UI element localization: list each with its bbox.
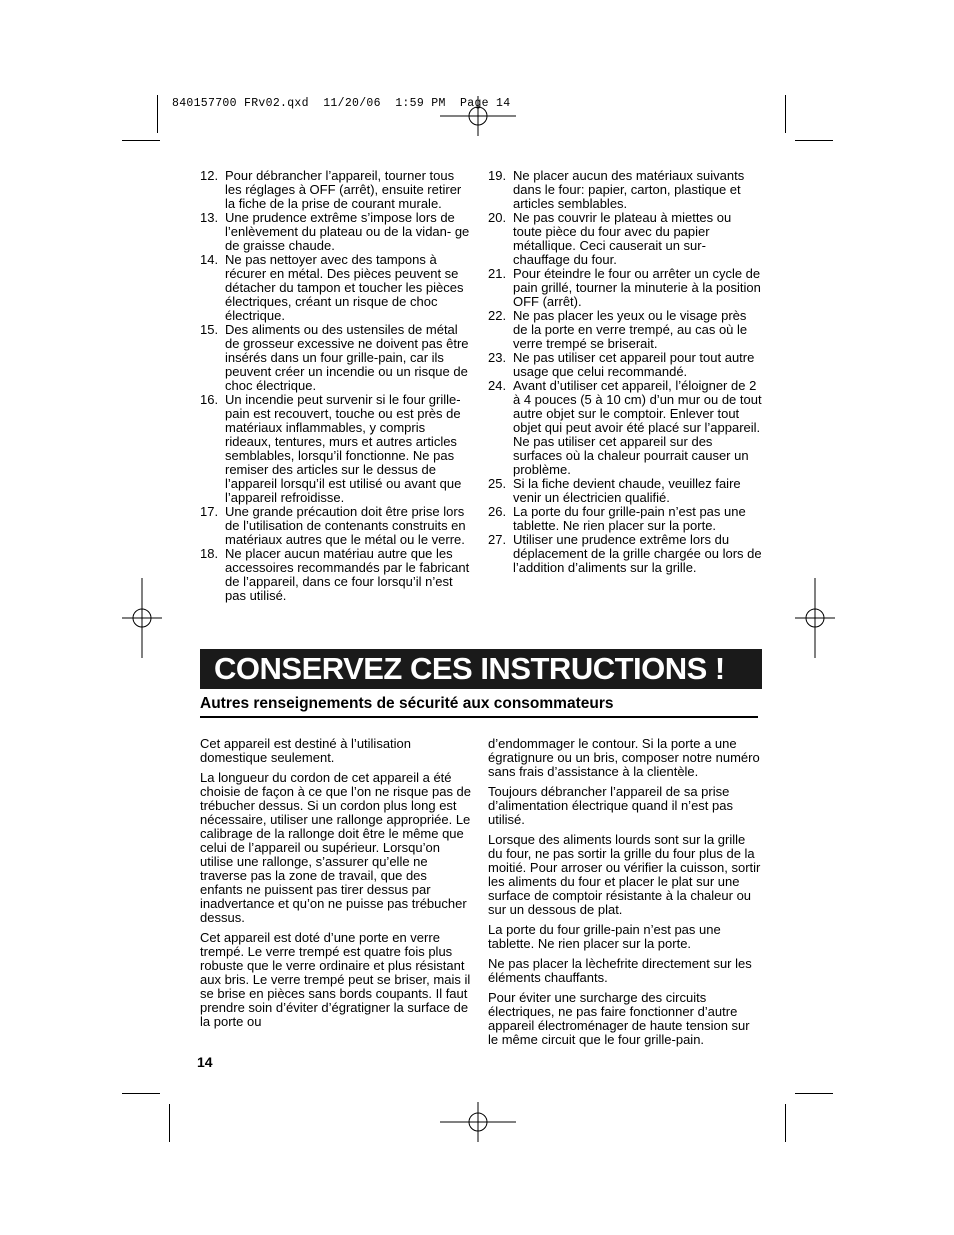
item-number: 22.: [488, 308, 507, 323]
item-number: 21.: [488, 266, 507, 281]
paragraph: Cet appareil est destiné à l’utilisation domestique seulement.: [200, 736, 412, 765]
crop-mark: [122, 1093, 160, 1094]
list-item: [200, 211, 472, 253]
list-item: [200, 547, 472, 603]
paragraph: Pour éviter une surcharge des circuits électriques, ne pas faire fonctionner d’autre appareil électroménager de haute tension sur le même circuit que le four grille-pain.: [488, 990, 750, 1047]
item-number: 20.: [488, 210, 507, 225]
item-text: Utiliser une prudence extrême lors du déplacement de la grille chargée ou lors de l’addition d’aliments sur la grille.: [513, 532, 762, 575]
item-number: 15.: [200, 322, 219, 337]
printer-slug: 840157700 FRv02.qxd 11/20/06 1:59 PM Page 14: [172, 97, 511, 110]
item-text: Une prudence extrême s’impose lors de l’enlèvement du plateau ou de la vidan- ge de graisse chaude.: [225, 210, 470, 253]
item-number: 12.: [200, 168, 219, 183]
list-item: [488, 477, 763, 505]
item-number: 16.: [200, 392, 219, 407]
list-item: [200, 323, 472, 393]
item-text: Ne placer aucun des matériaux suivants dans le four: papier, carton, plastique et articles semblables.: [513, 168, 745, 211]
list-item: [200, 505, 472, 547]
list-item: [200, 393, 472, 505]
crop-mark: [157, 95, 158, 133]
list-item: [200, 253, 472, 323]
paragraph: Cet appareil est doté d’une porte en verre trempé. Le verre trempé est quatre fois plus robuste que le verre ordinaire et plus résistant aux bris. Le verre trempé peut se briser, mais il se brise en pièces sans bords coupants. Il faut prendre soin d’éviter d’égratigner la surface de la porte ou: [200, 930, 471, 1029]
item-number: 17.: [200, 504, 219, 519]
paragraph: d’endommager le contour. Si la porte a une égratignure ou un bris, composer notre numéro sans frais d’assistance à la clientèle.: [488, 736, 760, 779]
registration-mark-top: [440, 96, 516, 136]
list-item: [488, 211, 763, 267]
crop-mark: [795, 1093, 833, 1094]
item-text: Avant d’utiliser cet appareil, l’éloigner de 2 à 4 pouces (5 à 10 cm) d’un mur ou de tout autre objet sur le comptoir. Enlever tout objet qui peut avoir été placé sur l’appareil. Ne pas utiliser cet appareil sur des surfaces où la chaleur pourrait causer un problème.: [513, 378, 762, 477]
item-text: Ne pas utiliser cet appareil pour tout autre usage que celui recommandé.: [513, 350, 755, 379]
registration-mark-right: [795, 578, 835, 658]
paragraph: La porte du four grille-pain n’est pas une tablette. Ne rien placer sur la porte.: [488, 922, 721, 951]
item-text: Ne pas couvrir le plateau à miettes ou toute pièce du four avec du papier métallique. Ceci causerait un sur- chauffage du four.: [513, 210, 732, 267]
item-number: 19.: [488, 168, 507, 183]
crop-mark: [785, 95, 786, 133]
crop-mark: [795, 140, 833, 141]
item-text: Des aliments ou des ustensiles de métal de grosseur excessive ne doivent pas être insérés dans un four grille-pain, car ils peuvent créer un incendie ou un risque de choc électrique.: [225, 322, 469, 393]
item-number: 25.: [488, 476, 507, 491]
item-number: 14.: [200, 252, 219, 267]
list-item: [488, 169, 763, 211]
list-item: [488, 267, 763, 309]
crop-mark: [785, 1104, 786, 1142]
safety-list-left: [200, 169, 472, 603]
crop-mark: [122, 140, 160, 141]
registration-mark-left: [122, 578, 162, 658]
crop-mark: [169, 1104, 170, 1142]
body-column-left: [200, 737, 472, 1035]
paragraph: La longueur du cordon de cet appareil a été choisie de façon à ce que l’on ne risque pas de trébucher dessus. Si un cordon plus long est nécessaire, utiliser une rallonge appropriée. Le calibrage de la rallonge doit être le même que celui de l’appareil ou supérieur. Lorsqu’on utilise une rallonge, s’assurer qu’elle ne traverse pas la zone de travail, que des enfants ne puissent pas tirer dessus par inadvertance et qu’on ne puisse pas trébucher dessus.: [200, 770, 472, 925]
item-text: Pour éteindre le four ou arrêter un cycle de pain grillé, tourner la minuterie à la position OFF (arrêt).: [513, 266, 761, 309]
item-text: Ne pas placer les yeux ou le visage près de la porte en verre trempé, au cas où le verre trempé se briserait.: [513, 308, 748, 351]
list-item: [488, 505, 763, 533]
item-number: 26.: [488, 504, 507, 519]
item-text: La porte du four grille-pain n’est pas une tablette. Ne rien placer sur la porte.: [513, 504, 746, 533]
body-column-right: [488, 737, 763, 1053]
list-item: [488, 379, 763, 477]
list-item: [200, 169, 472, 211]
page-number: 14: [197, 1054, 213, 1070]
save-instructions-banner: CONSERVEZ CES INSTRUCTIONS !: [200, 649, 762, 689]
item-text: Ne pas nettoyer avec des tampons à récurer en métal. Des pièces peuvent se détacher du tampon et toucher les pièces électriques, créant un risque de choc électrique.: [225, 252, 464, 323]
item-number: 13.: [200, 210, 219, 225]
list-item: [488, 309, 763, 351]
safety-list-right: [488, 169, 763, 575]
item-text: Si la fiche devient chaude, veuillez faire venir un électricien qualifié.: [513, 476, 741, 505]
section-heading: Autres renseignements de sécurité aux consommateurs: [200, 694, 758, 718]
item-number: 27.: [488, 532, 507, 547]
paragraph: Ne pas placer la lèchefrite directement sur les éléments chauffants.: [488, 956, 752, 985]
item-number: 18.: [200, 546, 219, 561]
registration-mark-bottom: [440, 1102, 516, 1142]
item-text: Un incendie peut survenir si le four grille-pain est recouvert, touche ou est près de matériaux inflammables, y compris rideaux, tentures, murs et autres articles semblables, lorsqu’il fonctionne. Ne pas remiser des articles sur le dessus de l’appareil lorsqu’il est utilisé ou avant que l’appareil refroidisse.: [225, 392, 462, 505]
item-number: 24.: [488, 378, 507, 393]
paragraph: Lorsque des aliments lourds sont sur la grille du four, ne pas sortir la grille du four plus de la moitié. Pour arroser ou vérifier la cuisson, sortir les aliments du four et placer le plat sur une surface de comptoir résistante à la chaleur ou sur un dessous de plat.: [488, 832, 761, 917]
list-item: [488, 351, 763, 379]
item-text: Une grande précaution doit être prise lors de l’utilisation de contenants construits en matériaux autres que le métal ou le verre.: [225, 504, 466, 547]
list-item: [488, 533, 763, 575]
item-text: Ne placer aucun matériau autre que les accessoires recommandés par le fabricant de l’appareil, dans ce four lorsqu’il n’est pas utilisé.: [225, 546, 470, 603]
paragraph: Toujours débrancher l’appareil de sa prise d’alimentation électrique quand il n’est pas utilisé.: [488, 784, 733, 827]
item-number: 23.: [488, 350, 507, 365]
item-text: Pour débrancher l’appareil, tourner tous les réglages à OFF (arrêt), ensuite retirer la fiche de la prise de courant murale.: [225, 168, 462, 211]
